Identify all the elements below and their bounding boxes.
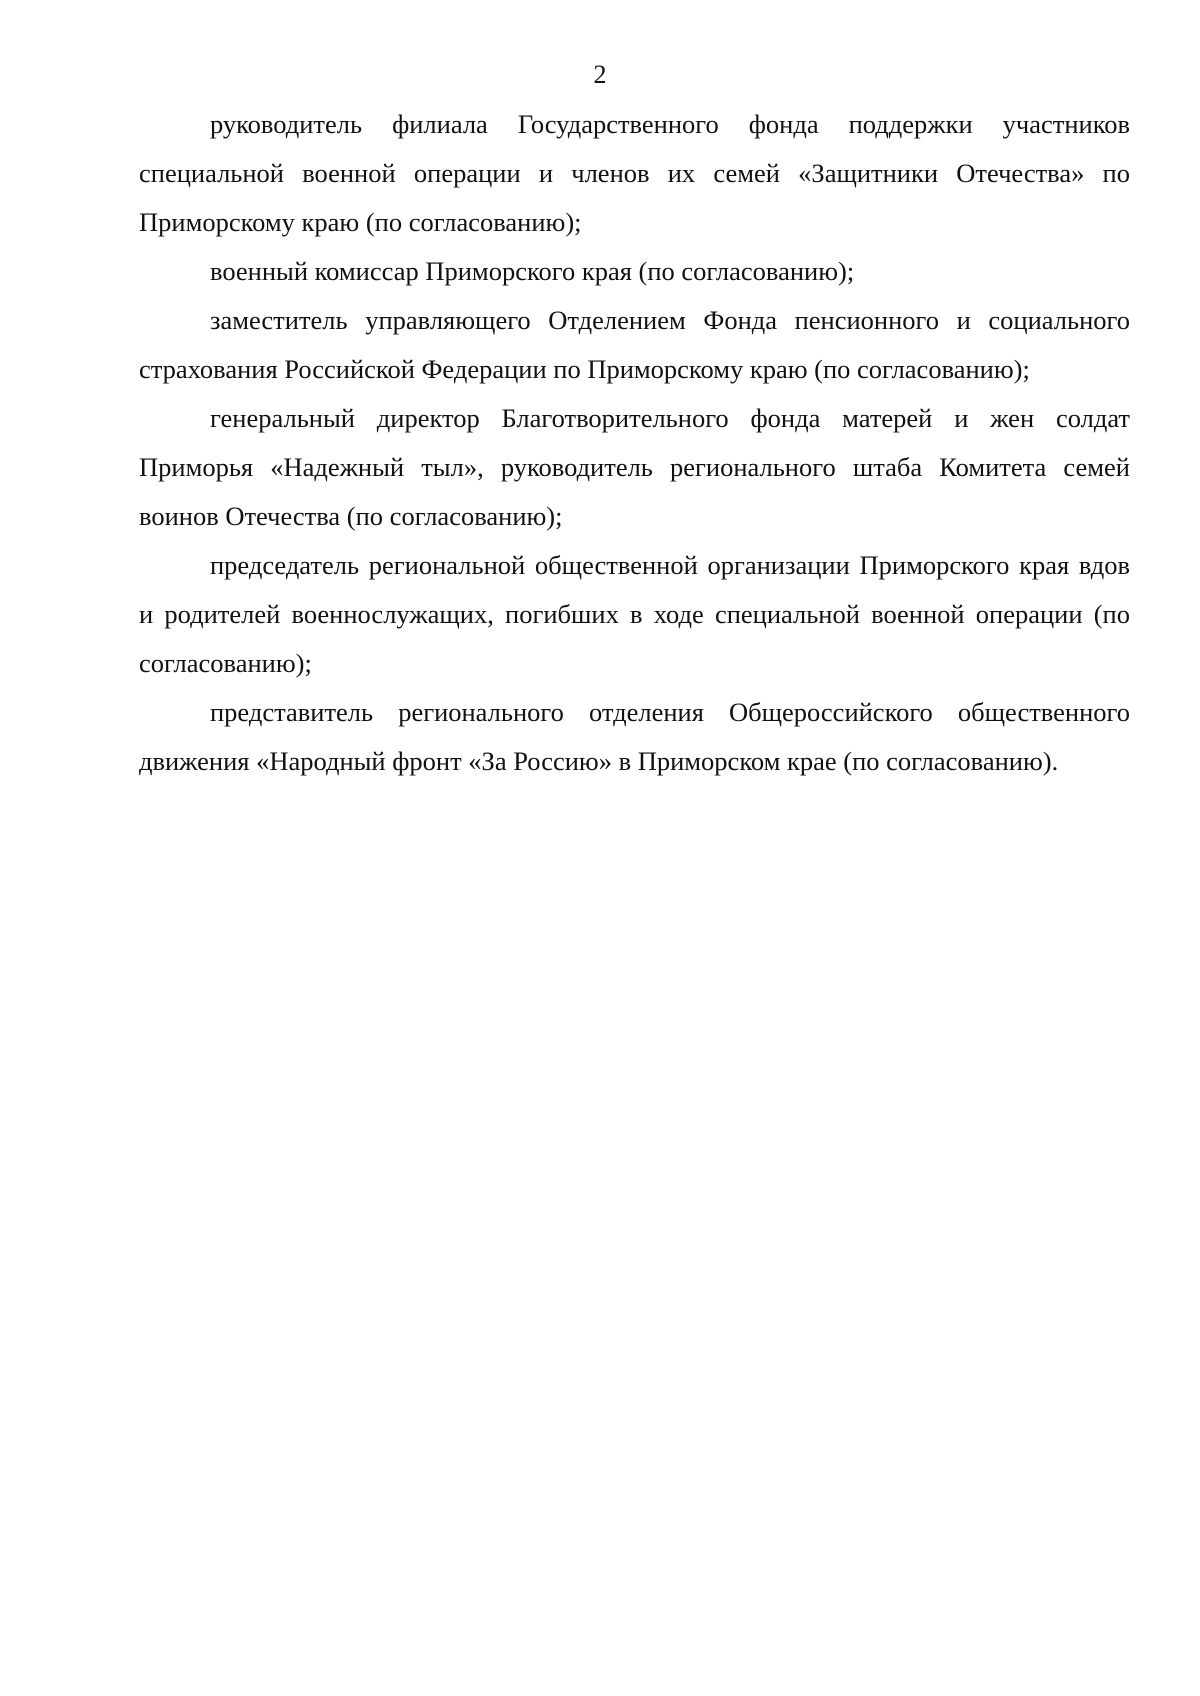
paragraph-peoples-front-representative: представитель регионального отделения Общероссийского общественного движения «Народный фронт «За Россию» в Приморском крае (по согласованию). <box>139 697 1130 776</box>
paragraph-widows-organization-chair: председатель региональной общественной организации Приморского края вдов и родителей военнослужащих, погибших в ходе специальной военной операции (по согласованию); <box>139 550 1130 678</box>
page-number: 2 <box>593 60 607 89</box>
paragraph-pension-fund-deputy: заместитель управляющего Отделением Фонда пенсионного и социального страхования Российской Федерации по Приморскому краю (по согласованию); <box>139 305 1130 384</box>
document-body <box>139 100 1130 786</box>
paragraph-military-commissar: военный комиссар Приморского края (по согласованию); <box>210 256 855 286</box>
paragraph-charity-fund-director: генеральный директор Благотворительного фонда матерей и жен солдат Приморья «Надежный тыл», руководитель регионального штаба Комитета семей воинов Отечества (по согласованию); <box>139 403 1130 531</box>
paragraph-fund-branch-head: руководитель филиала Государственного фонда поддержки участников специальной военной операции и членов их семей «Защитники Отечества» по Приморскому краю (по согласованию); <box>139 109 1130 237</box>
